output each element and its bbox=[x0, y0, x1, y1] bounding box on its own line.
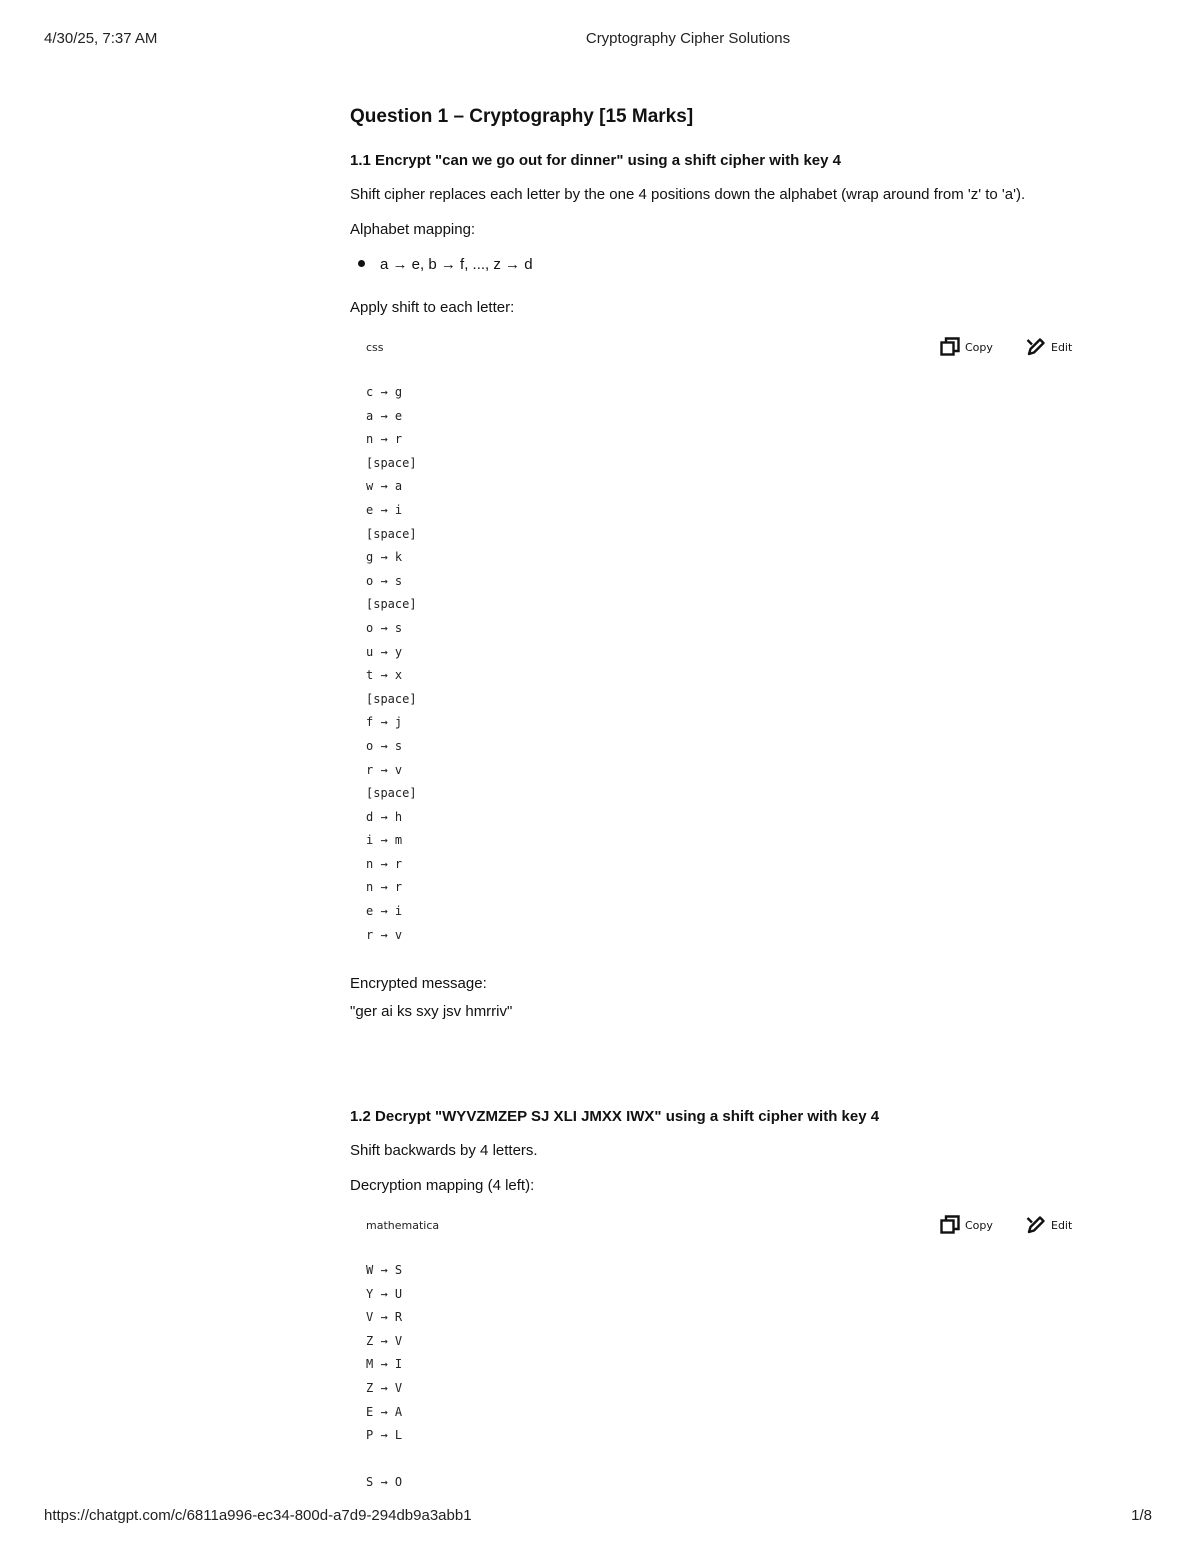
section-1-heading: 1.1 Encrypt "can we go out for dinner" using a shift cipher with key 4 bbox=[350, 152, 841, 169]
code-line: i → m bbox=[366, 833, 403, 848]
section-1-result-label: Encrypted message: bbox=[350, 975, 487, 992]
code-line: w → a bbox=[366, 479, 403, 494]
section-1-mapping-label: Alphabet mapping: bbox=[350, 221, 476, 238]
code-line: W → S bbox=[366, 1263, 403, 1277]
page-number: 1/8 bbox=[1131, 1507, 1152, 1524]
code-line: c → g bbox=[366, 385, 403, 399]
code-line: n → r bbox=[366, 880, 403, 895]
code-line: Y → U bbox=[366, 1286, 403, 1301]
code-line: [space] bbox=[366, 597, 417, 612]
section-1-result-value: "ger ai ks sxy jsv hmrriv" bbox=[350, 1003, 513, 1020]
code-line: t → x bbox=[366, 668, 403, 683]
code-line: d → h bbox=[366, 809, 403, 824]
edit-label: Edit bbox=[1051, 1218, 1073, 1232]
code-line: [space] bbox=[366, 691, 417, 706]
section-1-apply-label: Apply shift to each letter: bbox=[350, 299, 515, 316]
code-line: P → L bbox=[366, 1428, 403, 1443]
code-line: a → e bbox=[366, 408, 403, 423]
code-block-1-edit-button[interactable] bbox=[1026, 337, 1072, 357]
code-line: e → i bbox=[366, 904, 403, 919]
code-line: [space] bbox=[366, 455, 417, 470]
code-line: E → A bbox=[366, 1404, 403, 1419]
section-2-intro: Shift backwards by 4 letters. bbox=[350, 1142, 538, 1159]
section-2-heading: 1.2 Decrypt "WYVZMZEP SJ XLI JMXX IWX" using a shift cipher with key 4 bbox=[350, 1108, 880, 1125]
code-line: n → r bbox=[366, 432, 403, 447]
copy-label: Copy bbox=[965, 1218, 993, 1232]
print-url: https://chatgpt.com/c/6811a996-ec34-800d-a7d9-294db9a3abb1 bbox=[44, 1507, 472, 1524]
code-line: [space] bbox=[366, 526, 417, 541]
code-line: r → v bbox=[366, 762, 403, 777]
code-block-2-header bbox=[350, 1215, 1080, 1239]
code-line: o → s bbox=[366, 620, 403, 635]
section-1-intro: Shift cipher replaces each letter by the one 4 positions down the alphabet (wrap around from 'z' to 'a'). bbox=[350, 186, 1026, 203]
code-line: Z → V bbox=[366, 1333, 403, 1348]
code-block-1-language: css bbox=[366, 341, 384, 354]
code-line: e → i bbox=[366, 502, 403, 517]
code-line: o → s bbox=[366, 573, 403, 588]
code-block-2-language: mathematica bbox=[366, 1219, 440, 1232]
code-line: o → s bbox=[366, 738, 403, 753]
code-block-2-copy-button[interactable] bbox=[940, 1215, 993, 1235]
copy-label: Copy bbox=[965, 340, 993, 354]
code-line: f → j bbox=[366, 715, 403, 730]
bullet-dot bbox=[358, 260, 365, 267]
code-block-2-lines bbox=[366, 1259, 402, 1495]
edit-label: Edit bbox=[1051, 340, 1073, 354]
copy-icon bbox=[940, 1215, 960, 1235]
code-line: g → k bbox=[366, 550, 403, 565]
code-block-1-lines bbox=[366, 381, 417, 947]
code-line: r → v bbox=[366, 927, 403, 942]
code-line: [space] bbox=[366, 786, 417, 801]
code-line: n → r bbox=[366, 856, 403, 871]
copy-icon bbox=[940, 337, 960, 357]
code-block-1-copy-button[interactable] bbox=[940, 337, 993, 357]
code-block-2-edit-button[interactable] bbox=[1026, 1215, 1072, 1235]
code-line bbox=[366, 1448, 402, 1472]
print-title: Cryptography Cipher Solutions bbox=[585, 30, 791, 47]
pencil-edit-icon bbox=[1026, 1215, 1046, 1235]
mapping-bullet-text: a → e, b → f, ..., z → d bbox=[380, 256, 533, 273]
code-line: S → O bbox=[366, 1475, 403, 1490]
mapping-bullet bbox=[358, 256, 533, 273]
code-block-1-header bbox=[350, 337, 1080, 361]
section-2-mapping-label: Decryption mapping (4 left): bbox=[350, 1177, 535, 1194]
code-line: M → I bbox=[366, 1357, 403, 1372]
print-date: 4/30/25, 7:37 AM bbox=[44, 30, 158, 47]
question-title: Question 1 – Cryptography [15 Marks] bbox=[350, 106, 694, 127]
pencil-edit-icon bbox=[1026, 337, 1046, 357]
code-line: V → R bbox=[366, 1310, 403, 1325]
code-line: Z → V bbox=[366, 1380, 403, 1395]
code-line: u → y bbox=[366, 644, 403, 659]
